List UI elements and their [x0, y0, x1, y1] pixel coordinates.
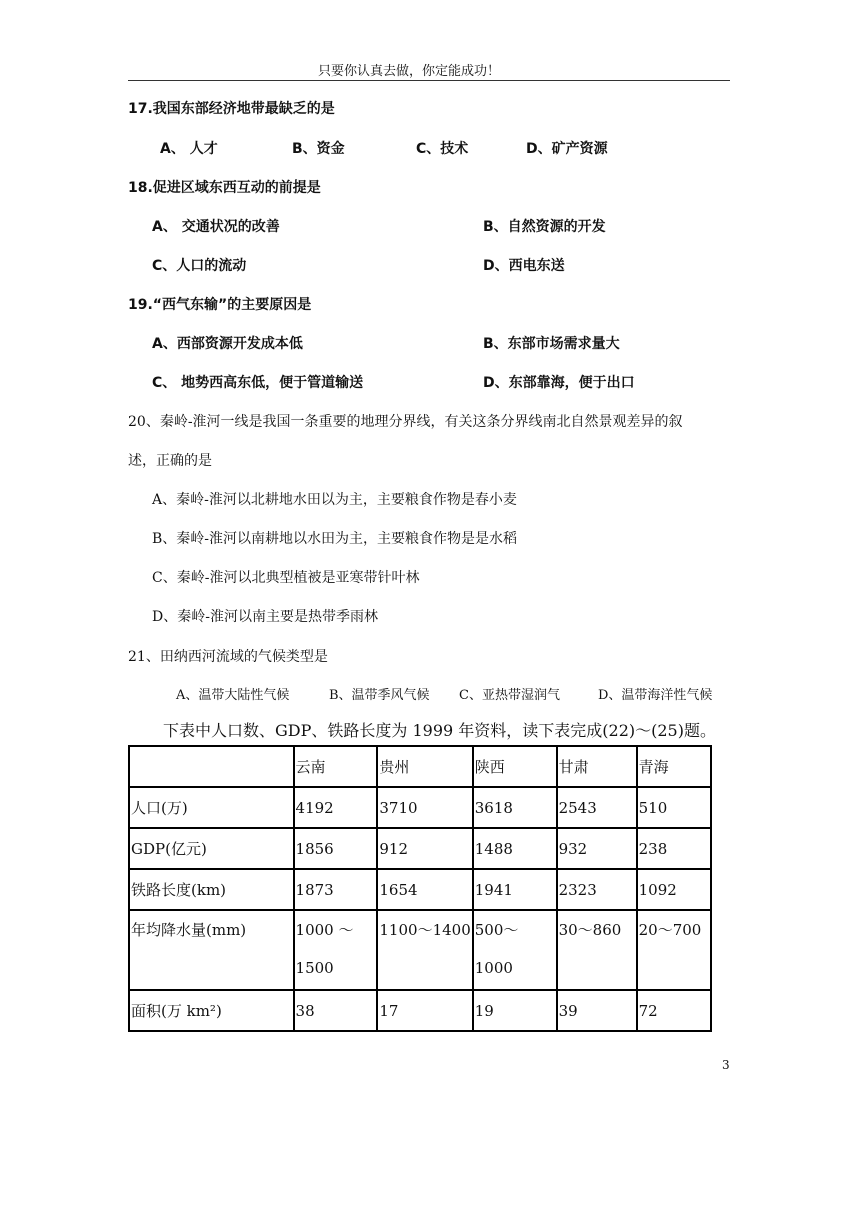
table-header-cell: 甘肃	[557, 746, 637, 787]
q18-option-a: A、 交通状况的改善	[152, 219, 280, 235]
table-cell: 3710	[377, 787, 472, 828]
q21-option-c: C、亚热带湿润气	[459, 688, 560, 703]
table-row-label: 年均降水量(mm)	[129, 910, 294, 990]
table-row-label: 人口(万)	[129, 787, 294, 828]
table-header-cell: 青海	[637, 746, 711, 787]
table-row	[129, 828, 711, 869]
header-rule	[128, 80, 730, 81]
table-cell: 1100～1400	[377, 910, 472, 990]
q18-option-c: C、人口的流动	[152, 258, 247, 274]
question-20-stem-line2: 述，正确的是	[128, 453, 212, 469]
table-cell: 3618	[473, 787, 557, 828]
table-cell: 912	[377, 828, 472, 869]
table-cell: 1092	[637, 869, 711, 910]
question-21-stem: 21、田纳西河流域的气候类型是	[128, 649, 328, 665]
table-row-label: 面积(万 km²)	[129, 990, 294, 1031]
table-cell: 2543	[557, 787, 637, 828]
table-header-cell: 云南	[294, 746, 378, 787]
table-cell: 38	[294, 990, 378, 1031]
table-cell: 17	[377, 990, 472, 1031]
q20-option-d: D、秦岭-淮河以南主要是热带季雨林	[152, 609, 378, 625]
q17-option-a: A、 人才	[160, 141, 218, 157]
table-cell: 20～700	[637, 910, 711, 990]
province-data-table	[128, 745, 712, 1032]
table-cell: 2323	[557, 869, 637, 910]
table-cell: 1873	[294, 869, 378, 910]
table-cell: 1488	[473, 828, 557, 869]
table-cell: 932	[557, 828, 637, 869]
table-cell: 510	[637, 787, 711, 828]
q19-option-a: A、西部资源开发成本低	[152, 336, 303, 352]
q18-option-b: B、自然资源的开发	[483, 219, 606, 235]
header-motto: 只要你认真去做，你定能成功！	[318, 64, 501, 79]
table-row-label: 铁路长度(km)	[129, 869, 294, 910]
table-cell: 4192	[294, 787, 378, 828]
q17-option-b: B、资金	[292, 141, 345, 157]
q17-option-c: C、技术	[416, 141, 469, 157]
table-cell: 72	[637, 990, 711, 1031]
table-row	[129, 910, 711, 990]
q21-option-b: B、温带季风气候	[329, 688, 430, 703]
q19-option-c: C、 地势西高东低，便于管道输送	[152, 375, 364, 391]
q20-option-c: C、秦岭-淮河以北典型植被是亚寒带针叶林	[152, 570, 420, 586]
question-17-stem: 17.我国东部经济地带最缺乏的是	[128, 101, 335, 117]
table-cell: 19	[473, 990, 557, 1031]
q19-option-d: D、东部靠海，便于出口	[483, 375, 635, 391]
table-header-row	[129, 746, 711, 787]
table-cell: 30～860	[557, 910, 637, 990]
question-18-stem: 18.促进区域东西互动的前提是	[128, 180, 321, 196]
table-header-cell: 陕西	[473, 746, 557, 787]
question-19-stem: 19.“西气东输”的主要原因是	[128, 297, 312, 313]
q18-option-d: D、西电东送	[483, 258, 565, 274]
table-row-label: GDP(亿元)	[129, 828, 294, 869]
q19-option-b: B、东部市场需求量大	[483, 336, 620, 352]
table-intro: 下表中人口数、GDP、铁路长度为 1999 年资料，读下表完成(22)～(25)题。	[163, 721, 716, 740]
table-cell: 238	[637, 828, 711, 869]
q21-option-a: A、温带大陆性气候	[176, 688, 290, 703]
q21-option-d: D、温带海洋性气候	[598, 688, 713, 703]
table-header-cell: 贵州	[377, 746, 472, 787]
q20-option-b: B、秦岭-淮河以南耕地以水田为主，主要粮食作物是是水稻	[152, 531, 518, 547]
table-cell: 1856	[294, 828, 378, 869]
question-20-stem-line1: 20、秦岭-淮河一线是我国一条重要的地理分界线，有关这条分界线南北自然景观差异的叙	[128, 414, 683, 430]
table-cell: 500～1000	[473, 910, 557, 990]
table-row	[129, 869, 711, 910]
table-cell: 1941	[473, 869, 557, 910]
table-cell: 1000 ～1500	[294, 910, 378, 990]
table-row	[129, 990, 711, 1031]
q20-option-a: A、秦岭-淮河以北耕地水田以为主，主要粮食作物是春小麦	[152, 492, 517, 508]
table-row	[129, 787, 711, 828]
table-cell: 1654	[377, 869, 472, 910]
table-header-cell	[129, 746, 294, 787]
page-number: 3	[722, 1058, 730, 1072]
table-cell: 39	[557, 990, 637, 1031]
q17-option-d: D、矿产资源	[526, 141, 608, 157]
